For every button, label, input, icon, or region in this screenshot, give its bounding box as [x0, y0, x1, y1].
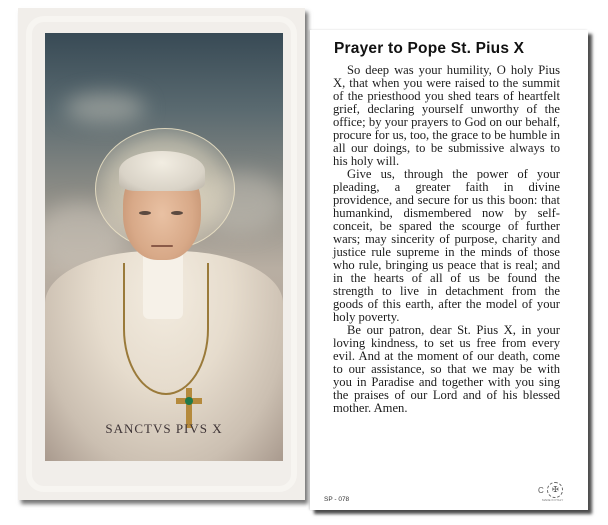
product-code: SP - 078 — [324, 496, 350, 503]
prayer-paragraph: Give us, through the power of your pleading, a greater faith in divine providence, and secure for us this boon: that humankind, dismembered now by self-conceit, be spared the scourge of further wars; may sincerity of purpose, charity and justice rule supreme in the minds of those who rule, bringing us peace that is real; and in the hearts of all of us be found the strength to live in detachment from the goods of this earth, after the model of your holy poverty. — [333, 167, 560, 324]
prayer-text — [333, 64, 560, 415]
seal-icon — [547, 482, 563, 498]
holy-card-front — [18, 8, 305, 500]
pectoral-chain — [123, 263, 209, 395]
prayer-paragraph: Be our patron, dear St. Pius X, in your loving kindness, to set us free from every evil. And at the moment of our death, come to our assistance, so that we may be with you in Paradise and together with you sing the praises of our Lord and of his blessed mother. Amen. — [333, 323, 560, 415]
hair — [119, 151, 205, 191]
copyright-icon: C — [538, 486, 544, 495]
prayer-title: Prayer to Pope St. Pius X — [334, 40, 525, 57]
holy-card-back — [310, 30, 588, 510]
portrait-caption: SANCTVS PIVS X — [105, 421, 223, 436]
prayer-paragraph: So deep was your humility, O holy Pius X, that when you were raised to the summit of the priesthood you shed tears of heartfelt grief, declaring yourself unworthy of the office; by your prayers to God on our behalf, procure for us, too, the grace to be humble in all our doings, to be submissive always to his holy will. — [333, 63, 560, 168]
eye — [171, 211, 183, 215]
mouth — [151, 245, 173, 247]
seal-caption: MADE IN ITALY — [542, 498, 564, 502]
saint-portrait — [45, 33, 283, 461]
seal-cross-icon: ✠ — [552, 485, 559, 494]
copyright-seal — [538, 482, 568, 502]
eye — [139, 211, 151, 215]
cloud — [65, 93, 145, 123]
